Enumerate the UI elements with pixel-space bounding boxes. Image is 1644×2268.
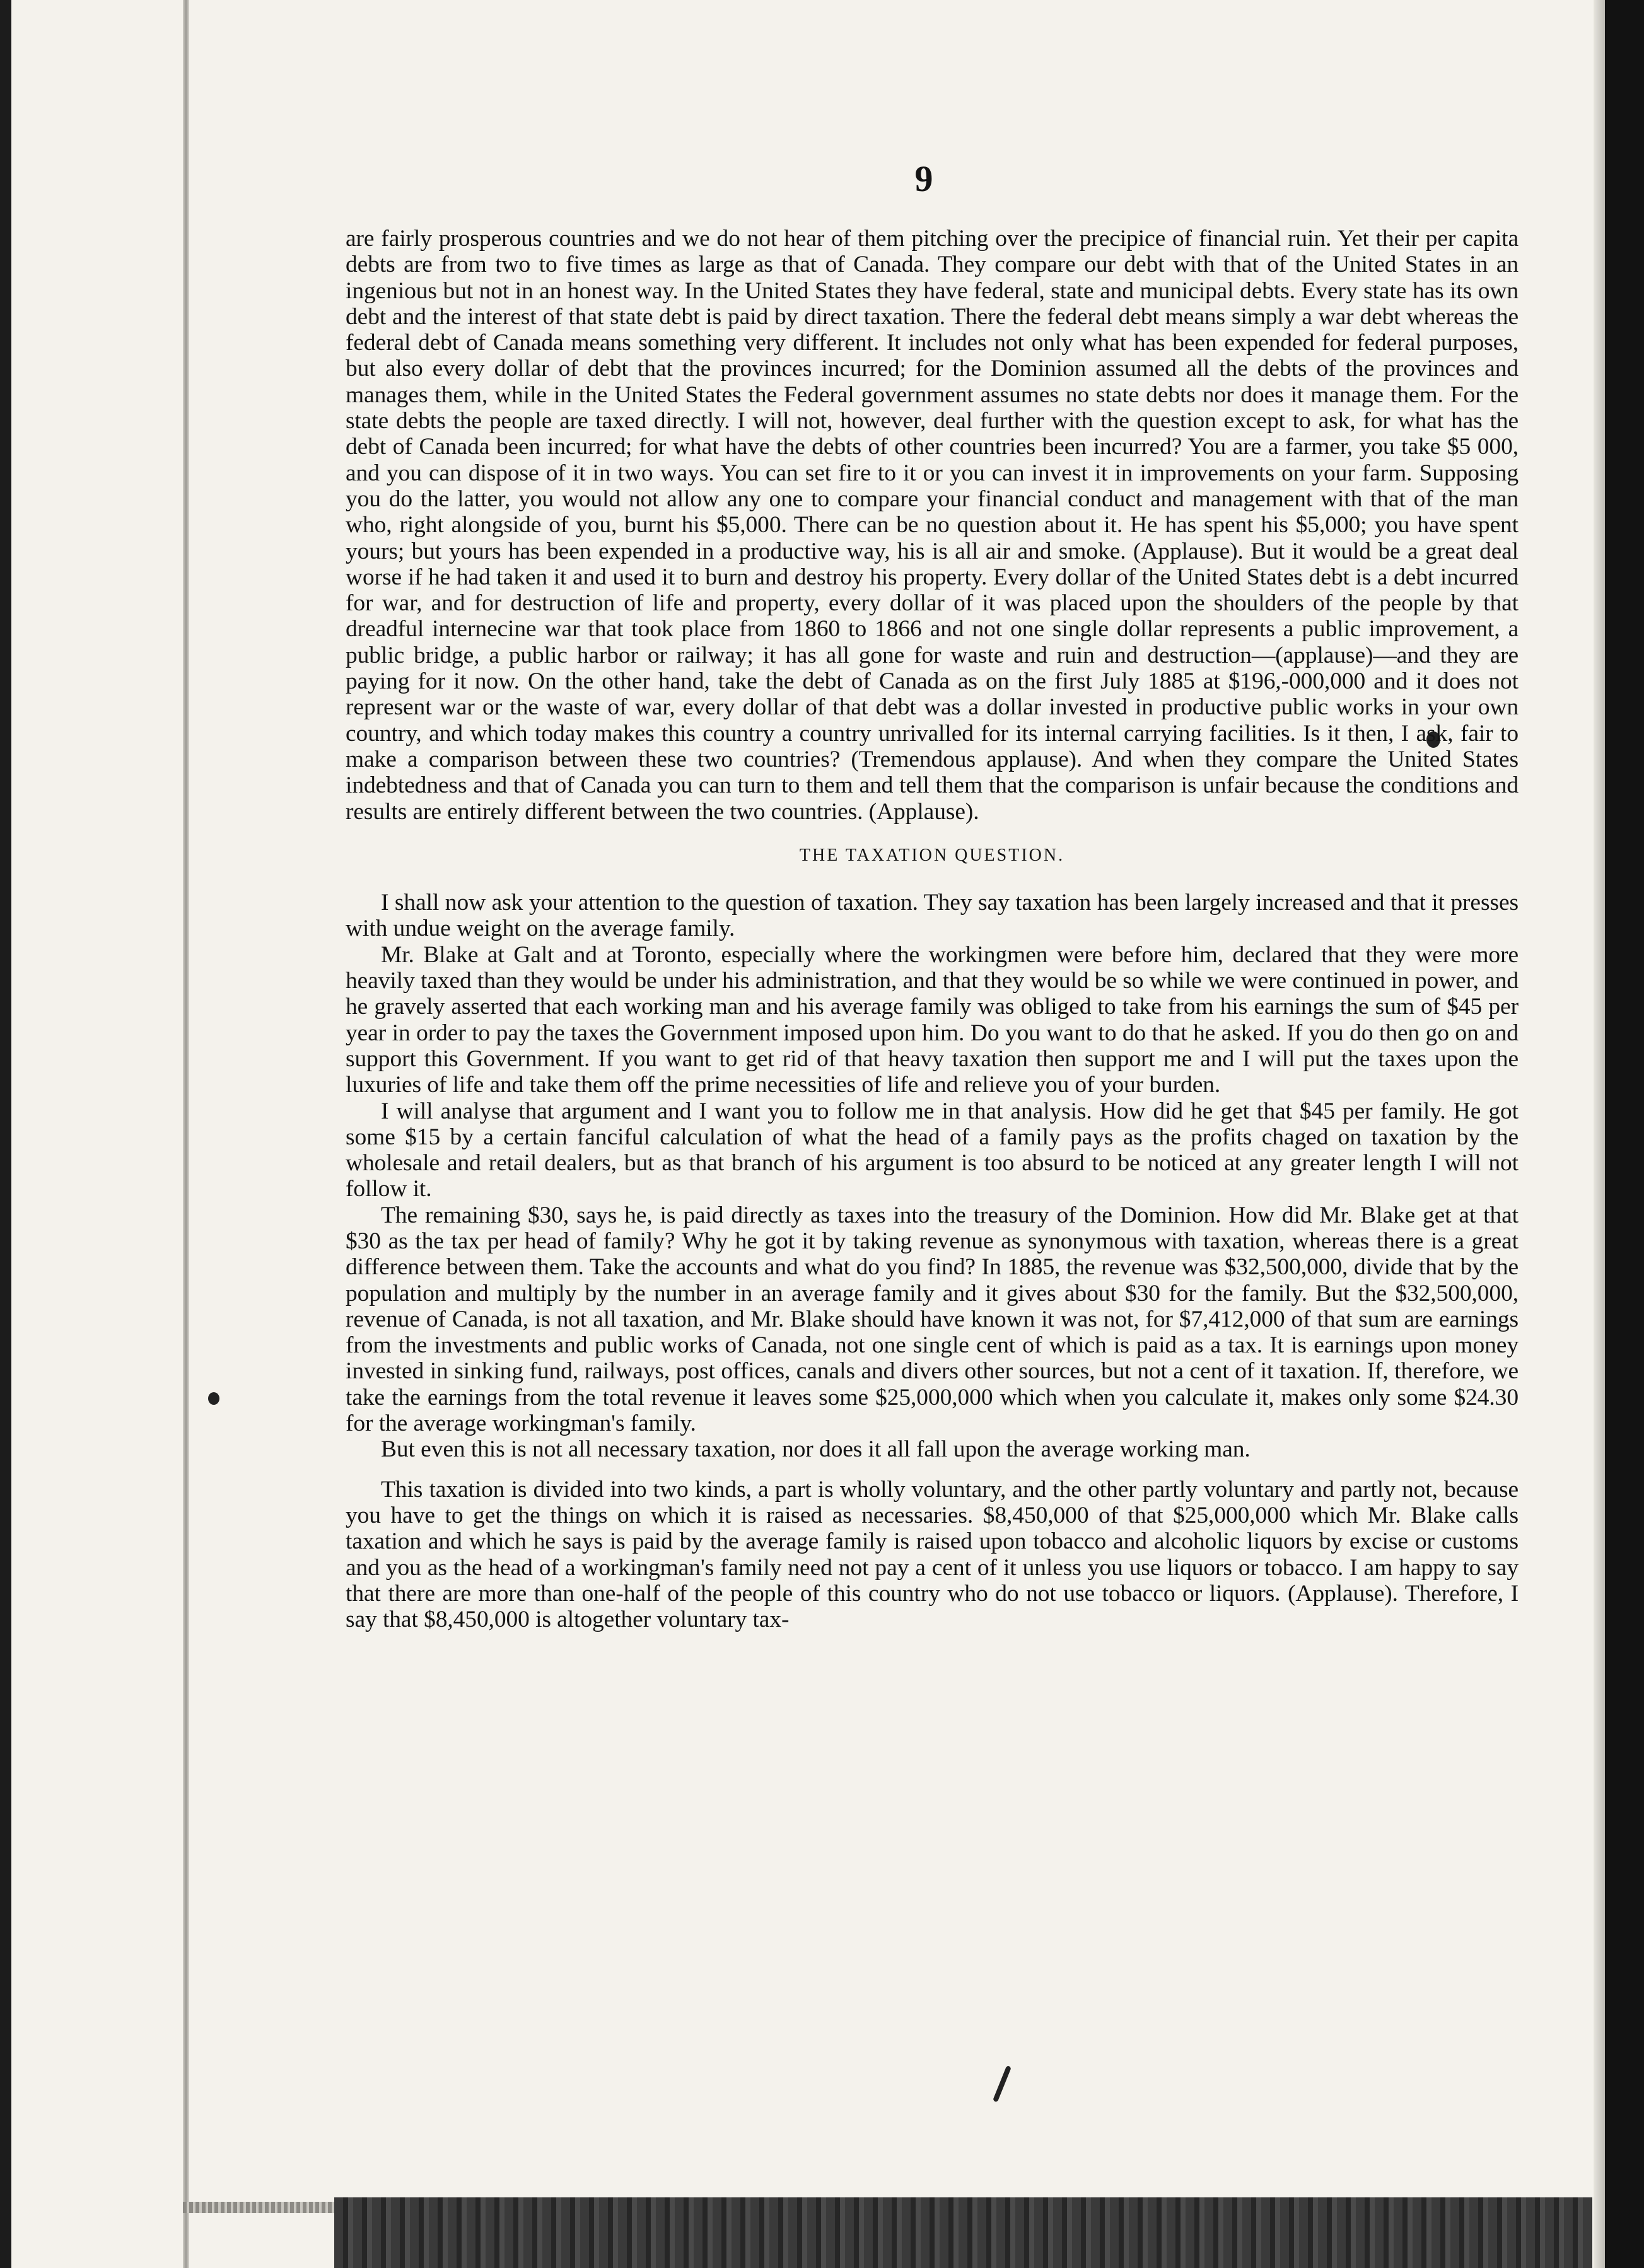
paragraph: are fairly prosperous countries and we do not hear of them pitching over the precipice of financial ruin. Yet their per capita debts are from two to five times as large as that of Canada. They compare our debt with that of the United States in an ingenious but not in an honest way. In the United States they have federal, state and municipal debts. Every state has its own debt and the interest of that state debt is paid by direct taxation. There the federal debt means simply a war debt whereas the federal debt of Canada means something very different. It includes not only what has been expended for federal purposes, but also every dollar of debt that the provinces incurred; for the Dominion assumed all the debts of the provinces and manages them, while in the United States the Federal government assumes no state debts nor does it manage them. For the state debts the people are taxed directly. I will not, however, deal further with the question except to ask, for what has the debt of Canada been incurred; for what have the debts of other countries been incurred? You are a farmer, you take $5 000, and you can dispose of it in two ways. You can set fire to it or you can invest it in improvements on your farm. Supposing you do the latter, you would not allow any one to compare your financial conduct and management with that of the man who, right alongside of you, burnt his $5,000. There can be no question about it. He has spent his $5,000; you have spent yours; but yours has been expended in a productive way, his is all air and smoke. (Applause). But it would be a great deal worse if he had taken it and used it to burn and destroy his property. Every dollar of the United States debt is a debt incurred for war, and for destruction of life and property, every dollar of it was placed upon the shoulders of the people by that dreadful internecine war that took place from 1860 to 1866 and not one single dollar represents a public improvement, a public bridge, a public harbor or railway; it has all gone for waste and ruin and destruction—(applause)—and they are paying for it now. On the other hand, take the debt of Canada as on the first July 1885 at $196,-000,000 and it does not represent war or the waste of war, every dollar of that debt was a dollar invested in productive public works in your own country, and which today makes this country a country unrivalled for its internal carrying facilities. Is it then, I ask, fair to make a comparison between these two countries? (Tremendous applause). And when they compare the United States indebtedness and that of Canada you can turn to them and tell them that the comparison is unfair because the conditions and results are entirely different between the two countries. (Applause). <box>346 226 1519 825</box>
body-text <box>346 226 1519 1632</box>
binding-edge <box>0 0 11 2268</box>
page-number: 9 <box>914 158 933 199</box>
scan-bottom-strip-light <box>183 2202 334 2213</box>
section-heading: THE TAXATION QUESTION. <box>799 845 1065 865</box>
scan-bottom-strip <box>334 2197 1592 2268</box>
page-fold-line <box>183 0 189 2268</box>
paragraph: I shall now ask your attention to the question of taxation. They say taxation has been largely increased and that it presses with undue weight on the average family. <box>346 890 1519 942</box>
ink-mark <box>208 1392 219 1405</box>
ink-mark <box>993 2066 1011 2103</box>
paragraph: I will analyse that argument and I want you to follow me in that analysis. How did he get that $45 per family. He got some $15 by a certain fanciful calculation of what the head of a family pays as the profits chaged on taxation by the wholesale and retail dealers, but as that branch of his argument is too absurd to be noticed at any greater length I will not follow it. <box>346 1098 1519 1202</box>
paragraph: Mr. Blake at Galt and at Toronto, especially where the workingmen were before him, declared that they were more heavily taxed than they would be under his administration, and that they would be so while we were continued in power, and he gravely asserted that each working man and his average family was obliged to take from his earnings the sum of $45 per year in order to pay the taxes the Government imposed upon him. Do you want to do that he asked. If you do then go on and support this Government. If you want to get rid of that heavy taxation then support me and I will put the taxes upon the luxuries of life and take them off the prime necessities of life and relieve you of your burden. <box>346 941 1519 1098</box>
paragraph: The remaining $30, says he, is paid directly as taxes into the treasury of the Dominion. How did Mr. Blake get at that $30 as the tax per head of family? Why he got it by taking revenue as synonymous with taxation, whereas there is a great difference between them. Take the accounts and what do you find? In 1885, the revenue was $32,500,000, divide that by the population and multiply by the number in an average family and it gives about $30 for the family. But the $32,500,000, revenue of Canada, is not all taxation, and Mr. Blake should have known it was not, for $7,412,000 of that sum are earnings from the investments and public works of Canada, not one single cent of which is paid as a tax. It is earnings upon money invested in sinking fund, railways, post offices, canals and divers other sources, but not a cent of it taxation. If, therefore, we take the earnings from the total revenue it leaves some $25,000,000 which when you calculate it, makes only some $24.30 for the average workingman's family. <box>346 1202 1519 1437</box>
page-right-shadow <box>1594 0 1605 2268</box>
scan-right-border <box>1605 0 1644 2268</box>
paragraph: But even this is not all necessary taxation, nor does it all fall upon the average working man. <box>381 1436 1250 1463</box>
paragraph: This taxation is divided into two kinds, a part is wholly voluntary, and the other partly voluntary and partly not, because you have to get the things on which it is raised as necessaries. $8,450,000 of that $25,000,000 which Mr. Blake calls taxation and which he says is paid by the average family is raised upon tobacco and alcoholic liquors by excise or customs and you as the head of a workingman's family need not pay a cent of it unless you use liquors or tobacco. I am happy to say that there are more than one-half of the people of this country who do not use tobacco or liquors. (Applause). Therefore, I say that $8,450,000 is altogether voluntary tax- <box>346 1476 1519 1633</box>
